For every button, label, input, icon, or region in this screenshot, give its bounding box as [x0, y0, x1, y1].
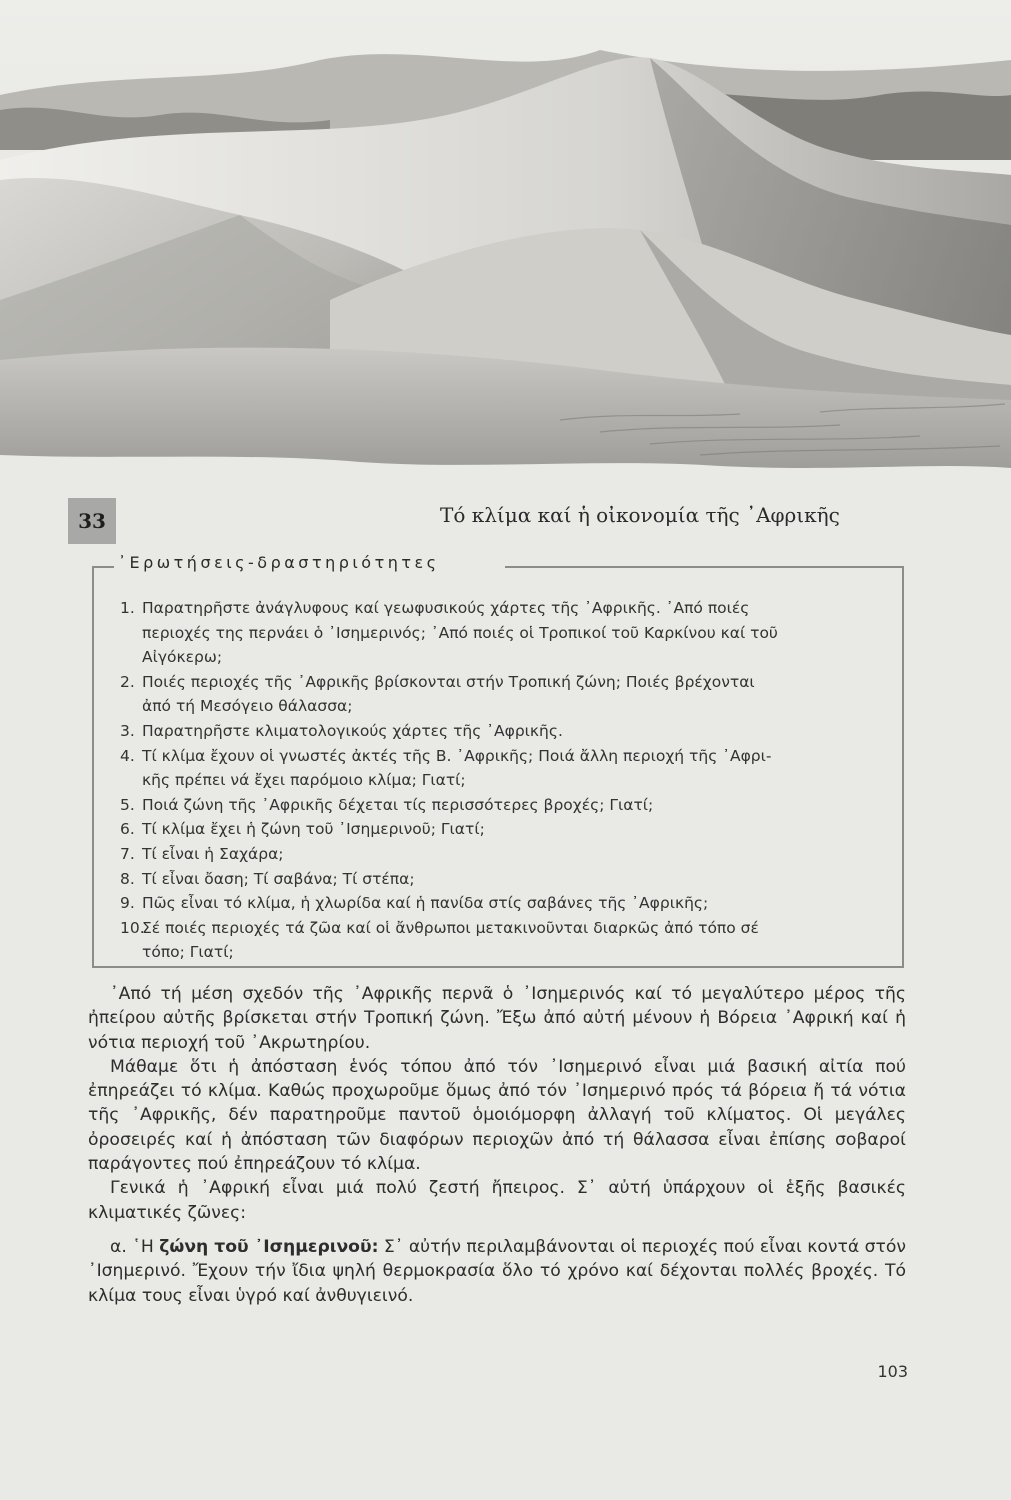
question-text: Αἰγόκερω;: [142, 648, 223, 667]
question-text: Πῶς εἶναι τό κλίμα, ἡ χλωρίδα καί ἡ πανίδα στίς σαβάνες τῆς ᾿Αφρικῆς;: [142, 894, 709, 913]
question-number: 3.: [120, 721, 135, 740]
questions-list: [120, 596, 890, 965]
zone-prefix: α. ῾Η: [110, 1236, 160, 1257]
paragraph: Γενικά ἡ ᾿Αφρική εἶναι μιά πολύ ζεστή ἤπειρος. Σ᾿ αὐτή ὑπάρχουν οἱ ἑξῆς βασικές κλιματικές ζῶνες:: [88, 1178, 906, 1223]
question-number: 6.: [120, 820, 135, 839]
question-text: Σέ ποιές περιοχές τά ζῶα καί οἱ ἄνθρωποι μετακινοῦνται διαρκῶς ἀπό τόπο σέ: [142, 918, 759, 937]
question-number: 9.: [120, 894, 135, 913]
paragraph-zone-a: [88, 1235, 906, 1308]
question-item: [120, 719, 890, 744]
question-item: [120, 670, 890, 719]
question-item: [120, 867, 890, 892]
body-text: [88, 982, 906, 1308]
question-item: [120, 744, 890, 793]
zone-description: Σ᾿ αὐτήν περιλαμβάνονται οἱ περιοχές πού εἶναι κοντά στόν ᾿Ισημερινό. Ἔχουν τήν ἴδια ψηλή θερμοκρασία ὅλο τό χρόνο καί δέχονται πολλές βροχές. Τό κλίμα τους εἶναι ὑγρό καί ἀνθυγιεινό.: [88, 1236, 906, 1306]
question-text: Τί κλίμα ἔχει ἡ ζώνη τοῦ ᾿Ισημερινοῦ; Γιατί;: [142, 820, 485, 839]
question-text: τόπο; Γιατί;: [142, 943, 234, 962]
paragraph: Μάθαμε ὅτι ἡ ἀπόσταση ἑνός τόπου ἀπό τόν ᾿Ισημερινό εἶναι μιά βασική αἰτία πού ἐπηρεάζει τό κλίμα. Καθώς προχωροῦμε ὅμως ἀπό τόν ᾿Ισημερινό πρός τά βόρεια ἤ τά νότια τῆς ᾿Αφρικῆς, δέν παρατηροῦμε παντοῦ ὁμοιόμορφη ἀλλαγή τοῦ κλίματος. Οἱ μεγάλες ὀροσειρές καί ἡ ἀπόσταση τῶν διαφόρων περιοχῶν ἀπό τή θάλασσα εἶναι ἐπίσης σοβαροί παράγοντες πού ἐπηρεάζουν τό κλίμα.: [88, 1056, 906, 1175]
question-item: [120, 817, 890, 842]
question-text: κῆς πρέπει νά ἔχει παρόμοιο κλίμα; Γιατί;: [142, 771, 466, 790]
question-text: Τί εἶναι ὄαση; Τί σαβάνα; Τί στέπα;: [142, 869, 415, 888]
zone-term: ζώνη τοῦ ᾿Ισημερινοῦ:: [159, 1236, 379, 1257]
question-number: 5.: [120, 795, 135, 814]
question-number: 8.: [120, 869, 135, 888]
question-text: Παρατηρῆστε κλιματολογικούς χάρτες τῆς ᾿Αφρικῆς.: [142, 721, 563, 740]
question-item: [120, 596, 890, 670]
question-number: 10.: [120, 918, 145, 937]
question-item: [120, 793, 890, 818]
question-item: [120, 916, 890, 965]
question-text: Τί εἶναι ἡ Σαχάρα;: [142, 844, 284, 863]
paragraph: ᾿Από τή μέση σχεδόν τῆς ᾿Αφρικῆς περνᾶ ὁ ᾿Ισημερινός καί τό μεγαλύτερο μέρος τῆς ἠπείρου αὐτῆς βρίσκεται στήν Τροπική ζώνη. Ἔξω ἀπό αὐτή μένουν ἡ Βόρεια ᾿Αφρική καί ἡ νότια περιοχή τοῦ ᾿Ακρωτηρίου.: [88, 984, 906, 1053]
page-number: 103: [877, 1362, 908, 1381]
chapter-number: 33: [68, 498, 116, 544]
question-number: 2.: [120, 672, 135, 691]
question-number: 4.: [120, 746, 135, 765]
chapter-title: Τό κλίμα καί ἡ οἰκονομία τῆς ᾿Αφρικῆς: [440, 503, 840, 527]
desert-dunes-photo: [0, 0, 1011, 470]
question-item: [120, 891, 890, 916]
question-text: Τί κλίμα ἔχουν οἱ γνωστές ἀκτές τῆς Β. ᾿Αφρικῆς; Ποιά ἄλλη περιοχή τῆς ᾿Αφρι-: [142, 746, 772, 765]
question-item: [120, 842, 890, 867]
question-text: ἀπό τή Μεσόγειο θάλασσα;: [142, 697, 353, 716]
question-text: Ποιά ζώνη τῆς ᾿Αφρικῆς δέχεται τίς περισσότερες βροχές; Γιατί;: [142, 795, 654, 814]
question-number: 1.: [120, 599, 135, 617]
question-number: 7.: [120, 844, 135, 863]
question-text: Ποιές περιοχές τῆς ᾿Αφρικῆς βρίσκονται στήν Τροπική ζώνη; Ποιές βρέχονται: [142, 672, 755, 691]
question-text: περιοχές της περνάει ὁ ᾿Ισημερινός; ᾿Από ποιές οἱ Τροπικοί τοῦ Καρκίνου καί τοῦ: [142, 623, 778, 642]
question-text: Παρατηρῆστε ἀνάγλυφους καί γεωφυσικούς χάρτες τῆς ᾿Αφρικῆς. ᾿Από ποιές: [142, 599, 750, 617]
questions-heading: ᾿Ερωτήσεις-δραστηριότητες: [118, 553, 440, 572]
